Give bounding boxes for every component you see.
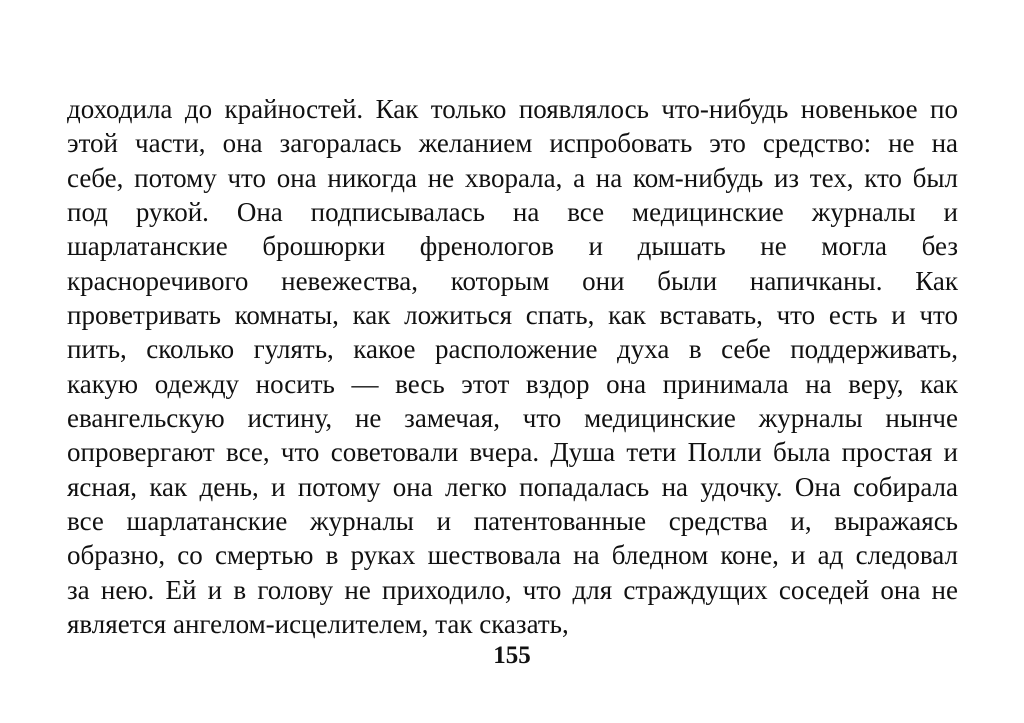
text-line: какую одежду носить — весь этот вздор она принимала на веру, как (67, 368, 958, 399)
text-line: этой части, она загоралась желанием испробовать это средство: не на (67, 128, 958, 159)
text-line: за нею. Ей и в голову не приходило, что для страждущих соседей она не (67, 574, 958, 605)
text-line: красноречивого невежества, которым они были напичканы. Как (67, 265, 958, 296)
body-text (67, 92, 958, 642)
text-line: все шарлатанские журналы и патентованные средства и, выражаясь (67, 506, 958, 537)
text-line: доходила до крайностей. Как только появлялось что-нибудь новенькое по (67, 94, 958, 124)
page-number: 155 (493, 642, 531, 669)
text-line-last: является ангелом-исцелителем, так сказать, (67, 609, 569, 640)
text-line: евангельскую истину, не замечая, что медицинские журналы нынче (67, 403, 958, 434)
text-line: шарлатанские брошюрки френологов и дышать не могла без (67, 231, 958, 262)
text-line: пить, сколько гулять, какое расположение духа в себе поддерживать, (67, 334, 958, 365)
text-line: себе, потому что она никогда не хворала, а на ком-нибудь из тех, кто был (67, 162, 958, 193)
text-line: ясная, как день, и потому она легко попадалась на удочку. Она собирала (67, 471, 958, 502)
text-line: под рукой. Она подписывалась на все медицинские журналы и (67, 197, 958, 228)
text-line: опровергают все, что советовали вчера. Душа тети Полли была простая и (67, 437, 958, 468)
text-line: образно, со смертью в руках шествовала на бледном коне, и ад следовал (67, 540, 958, 571)
text-line: проветривать комнаты, как ложиться спать, как вставать, что есть и что (67, 300, 958, 331)
